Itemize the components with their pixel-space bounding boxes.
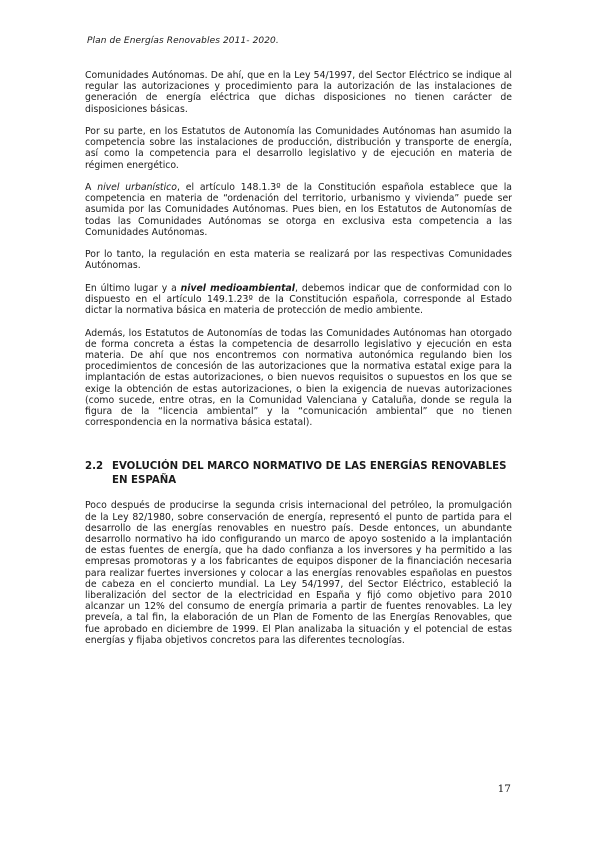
running-header: Plan de Energías Renovables 2011- 2020.: [87, 36, 279, 46]
paragraph-1: Comunidades Autónomas. De ahí, que en la Ley 54/1997, del Sector Eléctrico se indique al regular las autorizaciones y procedimiento para la autorización de las instalaciones de generación de energía eléctrica que dichas disposiciones no tienen carácter de disposiciones básicas.: [85, 70, 512, 115]
paragraph-5-prefix: En último lugar y a: [85, 282, 181, 294]
paragraph-2: Por su parte, en los Estatutos de Autonomía las Comunidades Autónomas han asumido la competencia sobre las instalaciones de producción, distribución y transporte de energía, así como la competencia para el desarrollo legislativo y de ejecución en materia de régimen energético.: [85, 126, 512, 171]
section-heading: [85, 460, 512, 488]
page-number: 17: [497, 783, 511, 795]
paragraph-6: Además, los Estatutos de Autonomías de todas las Comunidades Autónomas han otorgado de forma concreta a éstas la competencia de desarrollo legislativo y ejecución en esta materia. De ahí que nos encontremos con normativa autonómica regulando bien los procedimientos de concesión de las autorizaciones que la normativa estatal exige para la implantación de estas autorizaciones, o bien nuevos requisitos o supuestos en los que se exige la obtención de estas autorizaciones, o bien la exigencia de nuevas autorizaciones (como sucede, entre otras, en la Comunidad Valenciana y Cataluña, donde se regula la figura de la “licencia ambiental” y la “comunicación ambiental” que no tienen correspondencia en la normativa básica estatal).: [85, 327, 512, 429]
paragraph-3: [85, 182, 512, 238]
paragraph-3-prefix: A: [85, 182, 98, 193]
section-number: 2.2: [85, 461, 104, 473]
medioambiental-emphasis: nivel medioambiental: [180, 282, 295, 294]
paragraph-3-text: , el artículo 148.1.3º de la Constitución española establece que la competencia en materia de “ordenación del territorio, urbanismo y vivienda” puede ser asumida por las Comunidades Autónomas. Pues bien, en los Estatutos de Autonomías de todas las Comunidades Autónomas se otorga en exclusiva esta competencia a las Comunidades Autónomas.: [85, 182, 512, 238]
paragraph-4: Por lo tanto, la regulación en esta materia se realizará por las respectivas Comunidades Autónomas.: [85, 249, 512, 272]
urbanistico-emphasis: nivel urbanístico: [97, 182, 177, 193]
paragraph-5: [85, 283, 512, 317]
paragraph-7: Poco después de producirse la segunda crisis internacional del petróleo, la promulgación de la Ley 82/1980, sobre conservación de energía, representó el punto de partida para el desarrollo de las energías renovables en nuestro país. Desde entonces, un abundante desarrollo normativo ha ido configurando un marco de apoyo sostenido a la implantación de estas fuentes de energía, que ha dado confianza a los inversores y ha permitido a las empresas promotoras y a los fabricantes de equipos disponer de la financiación necesaria para realizar fuertes inversiones y colocar a las energías renovables españolas en puestos de cabeza en el concierto mundial. La Ley 54/1997, del Sector Eléctrico, estableció la liberalización del sector de la electricidad en España y fijó como objetivo para 2010 alcanzar un 12% del consumo de energía primaria a partir de fuentes renovables. La ley preveía, a tal fin, la elaboración de un Plan de Fomento de las Energías Renovables, que fue aprobado en diciembre de 1999. El Plan analizaba la situación y el potencial de estas energías y fijaba objetivos concretos para las diferentes tecnologías.: [85, 500, 512, 646]
paragraph-5-text: , debemos indicar que de conformidad con lo dispuesto en el artículo 149.1.23º de la Constitución española, corresponde al Estado dictar la normativa básica en materia de protección de medio ambiente.: [85, 282, 512, 317]
body-text: [85, 70, 512, 657]
section-title: EVOLUCIÓN DEL MARCO NORMATIVO DE LAS ENERGÍAS RENOVABLES EN ESPAÑA: [112, 461, 507, 487]
